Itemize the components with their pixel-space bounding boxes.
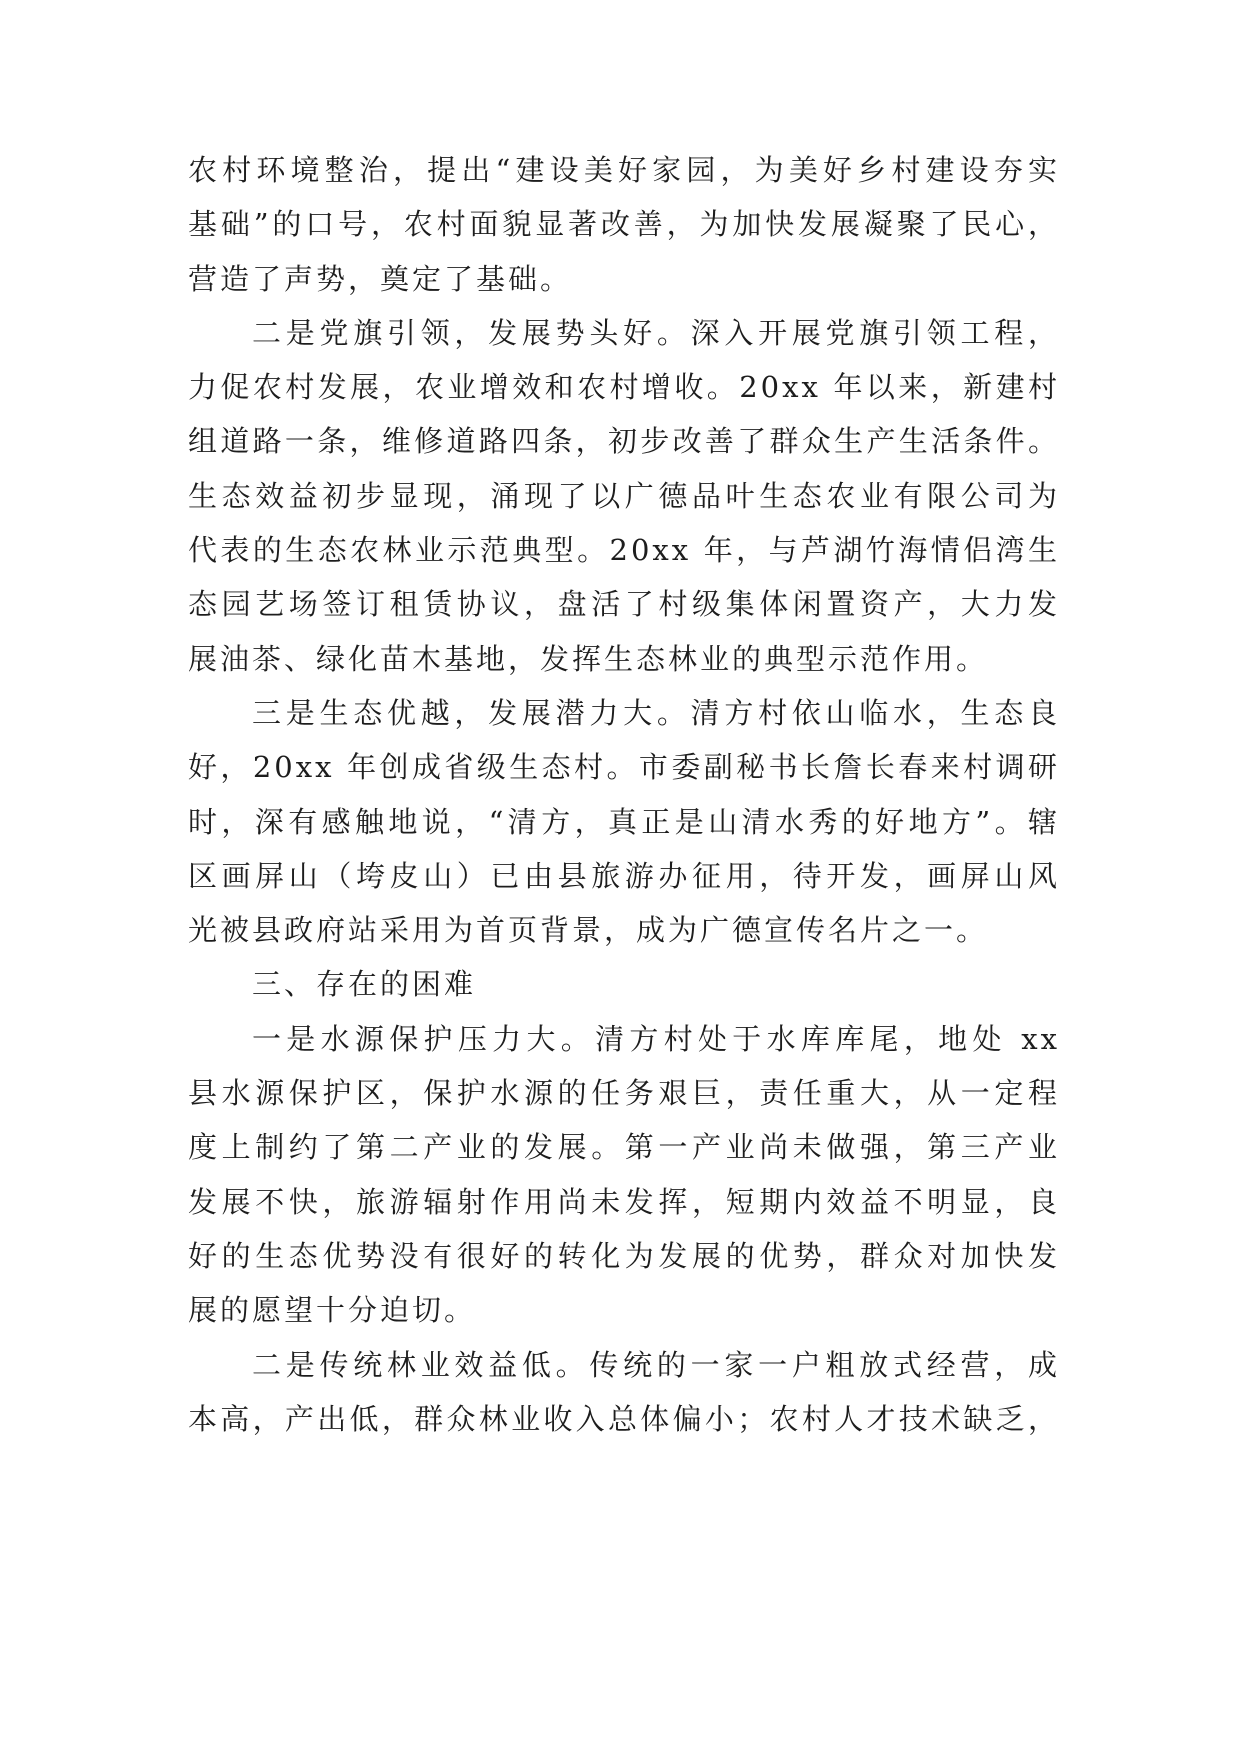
text-line: 区画屏山（垮皮山）已由县旅游办征用，待开发，画屏山风 — [188, 858, 1060, 893]
text-line: 二是传统林业效益低。传统的一家一户粗放式经营，成 — [252, 1347, 1060, 1382]
text-line: 营造了声势，奠定了基础。 — [188, 261, 573, 296]
text-line: 态园艺场签订租赁协议，盘活了村级集体闲置资产，大力发 — [188, 587, 1060, 622]
text-line: 本高，产出低，群众林业收入总体偏小；农村人才技术缺乏， — [188, 1401, 1060, 1436]
text-line: 时，深有感触地说，“清方，真正是山清水秀的好地方”。辖 — [188, 804, 1060, 839]
text-line: 二是党旗引领，发展势头好。深入开展党旗引领工程， — [252, 315, 1060, 350]
text-line: 生态效益初步显现，涌现了以广德品叶生态农业有限公司为 — [188, 478, 1060, 513]
text-line: 基础”的口号，农村面貌显著改善，为加快发展凝聚了民心， — [188, 207, 1060, 242]
section-heading: 三、存在的困难 — [252, 967, 477, 1002]
text-line: 代表的生态农林业示范典型。20xx 年，与芦湖竹海情侣湾生 — [188, 533, 1060, 568]
text-line: 力促农村发展，农业增效和农村增收。20xx 年以来，新建村 — [188, 370, 1060, 405]
text-line: 农村环境整治，提出“建设美好家园，为美好乡村建设夯实 — [188, 153, 1060, 187]
text-line: 好的生态优势没有很好的转化为发展的优势，群众对加快发 — [188, 1238, 1060, 1273]
text-line: 展的愿望十分迫切。 — [188, 1293, 477, 1328]
text-line: 光被县政府站采用为首页背景，成为广德宣传名片之一。 — [188, 913, 989, 948]
text-line: 一是水源保护压力大。清方村处于水库库尾，地处 xx — [252, 1021, 1060, 1056]
text-line: 组道路一条，维修道路四条，初步改善了群众生产生活条件。 — [188, 424, 1060, 459]
text-line: 展油茶、绿化苗木基地，发挥生态林业的典型示范作用。 — [188, 641, 989, 676]
text-line: 好，20xx 年创成省级生态村。市委副秘书长詹长春来村调研 — [188, 750, 1060, 785]
text-line: 三是生态优越，发展潜力大。清方村依山临水，生态良 — [252, 695, 1060, 730]
text-line: 度上制约了第二产业的发展。第一产业尚未做强，第三产业 — [188, 1130, 1060, 1165]
document-body — [188, 143, 1060, 1446]
text-line: 县水源保护区，保护水源的任务艰巨，责任重大，从一定程 — [188, 1076, 1060, 1111]
text-line: 发展不快，旅游辐射作用尚未发挥，短期内效益不明显，良 — [188, 1184, 1060, 1219]
